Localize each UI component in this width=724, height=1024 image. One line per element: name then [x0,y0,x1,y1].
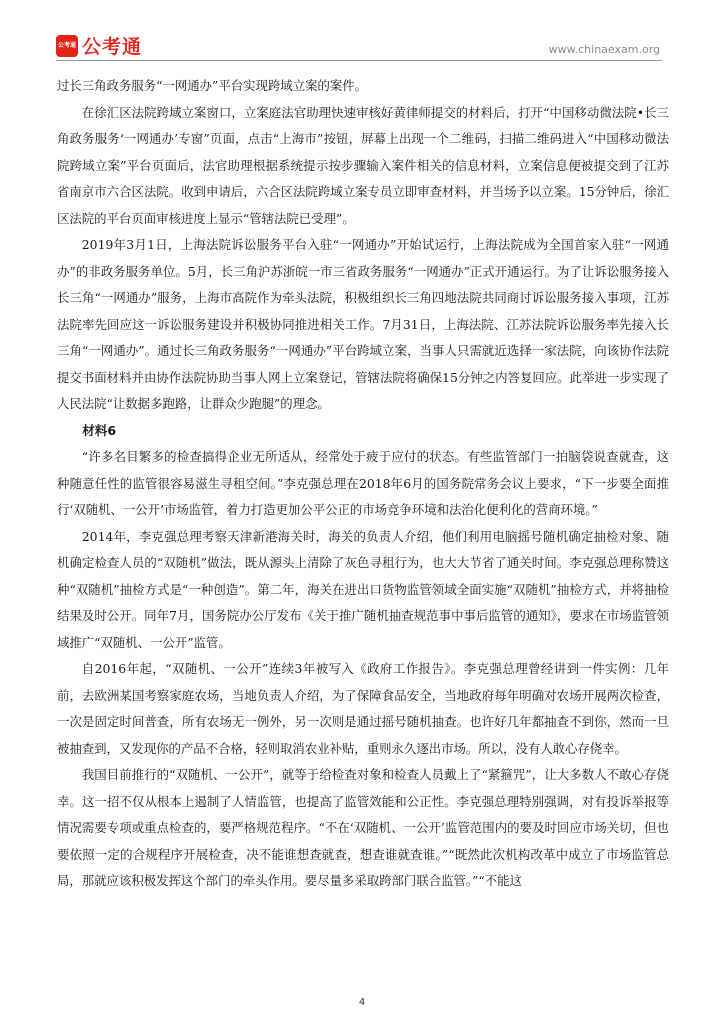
paragraph: 2019年3月1日，上海法院诉讼服务平台入驻“一网通办”开始试运行，上海法院成为全国首家入驻“一网通办”的非政务服务单位。5月，长三角沪苏浙皖一市三省政务服务“一网通办”正式开通运行。为了让诉讼服务接入长三角“一网通办”服务，上海市高院作为牵头法院，积极组织长三角四地法院共同商讨诉讼服务接入事项，江苏法院率先回应这一诉讼服务建设并积极协同推进相关工作。7月31日，上海法院、江苏法院诉讼服务率先接入长三角“一网通办”。通过长三角政务服务“一网通办”平台跨域立案，当事人只需就近选择一家法院，向该协作法院提交书面材料并由协作法院协助当事人网上立案登记，管辖法院将确保15分钟之内答复回应。此举进一步实现了人民法院“让数据多跑路，让群众少跑腿”的理念。 [57,237,669,411]
paragraph: 自2016年起，“双随机、一公开”连续3年被写入《政府工作报告》。李克强总理曾经讲到一件实例：几年前，去欧洲某国考察家庭农场，当地负责人介绍，为了保障食品安全，当地政府每年明确对农场开展两次检查，一次是固定时间普查，所有农场无一例外，另一次则是通过摇号随机抽查。也许好几年都抽查不到你，然而一旦被抽查到，又发现你的产品不合格，轻则取消农业补贴，重则永久逐出市场。所以，没有人敢心存侥幸。 [57,661,669,756]
paragraph: 在徐汇区法院跨域立案窗口，立案庭法官助理快速审核好黄律师提交的材料后，打开“中国移动微法院•长三角政务服务‘一网通办’专窗”页面，点击“上海市”按钮，屏幕上出现一个二维码，扫描二维码进入“中国移动微法院跨域立案”平台页面后，法官助理根据系统提示按步骤输入案件相关的信息材料，立案信息便被提交到了江苏省南京市六合区法院。收到申请后，六合区法院跨域立案专员立即审查材料，并当场予以立案。15分钟后，徐汇区法院的平台页面审核进度上显示“管辖法院已受理”。 [57,104,669,226]
site-url: www.chinaexam.org [548,43,660,56]
paragraph: 我国目前推行的“双随机、一公开”，就等于给检查对象和检查人员戴上了“紧箍咒”，让大多数人不敢心存侥幸。这一招不仅从根本上遏制了人情监管，也提高了监管效能和公正性。李克强总理特别强调，对有投诉举报等情况需要专项或重点检查的，要严格规范程序。“不在‘双随机、一公开’监管范围内的要及时回应市场关切，但也要依照一定的合规程序开展检查，决不能谁想查就查，想查谁就查谁。”“既然此次机构改革中成立了市场监管总局，那就应该积极发挥这个部门的牵头作用。要尽量多采取跨部门联合监管。”“不能这 [57,767,669,888]
section-heading: 材料6 [82,422,117,438]
logo-badge-icon: 公考通 [56,35,78,57]
page-header [56,30,662,61]
page-number: 4 [358,997,366,1008]
paragraph: 2014年，李克强总理考察天津新港海关时，海关的负责人介绍，他们利用电脑摇号随机确定抽检对象、随机确定检查人员的“双随机”做法，既从源头上清除了灰色寻租行为，也大大节省了通关时间。李克强总理称赞这种“双随机”抽检方式是“一种创造”。第二年，海关在进出口货物监管领域全面实施“双随机”抽检方式，并将抽检结果及时公开。同年7月，国务院办公厅发布《关于推广随机抽查规范事中事后监管的通知》，要求在市场监管领域推广“双随机、一公开”监管。 [57,528,669,650]
document-body [57,73,669,895]
logo-text: 公考通 [82,36,143,58]
paragraph-continued: 过长三角政务服务“一网通办”平台实现跨域立案的案件。 [57,78,368,93]
paragraph: “许多名目繁多的检查搞得企业无所适从，经常处于疲于应付的状态。有些监管部门一拍脑袋说查就查，这种随意任性的监管很容易滋生寻租空间。”李克强总理在2018年6月的国务院常务会议上要求，“下一步要全面推行‘双随机、一公开’市场监管，着力打造更加公平公正的市场竞争环境和法治化便利化的营商环境。” [57,449,669,517]
logo [56,32,142,59]
